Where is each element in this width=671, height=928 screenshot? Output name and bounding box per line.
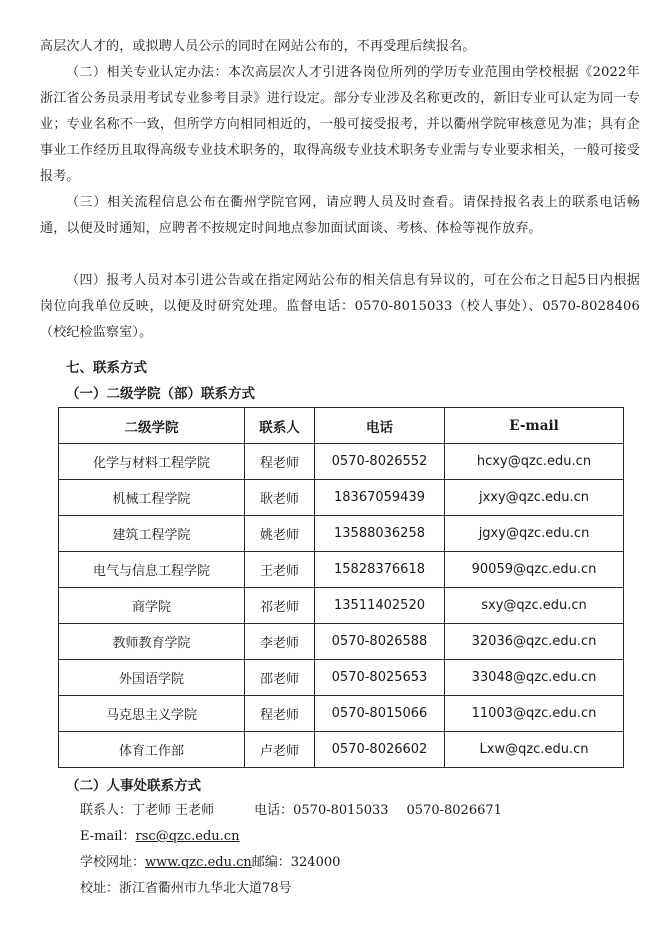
- email-address: Lxw@qzc.edu.cn: [445, 732, 624, 768]
- column-header-contact: 联系人: [245, 408, 315, 444]
- paragraph-registration-note: 高层次人才的，或拟聘人员公示的同时在网站公布的，不再受理后续报名。: [40, 39, 476, 54]
- column-header-phone: 电话: [315, 408, 445, 444]
- table-row: [59, 444, 624, 480]
- college-contact-table: [58, 407, 624, 768]
- paragraph-objection: （四）报考人员对本引进公告或在指定网站公布的相关信息有异议的，可在公布之日起5日内根据岗位向我单位反映，以便及时研究处理。监督电话：0570-8015033（校人事处）、0570-8028406（校纪检监察室）。: [40, 273, 640, 340]
- postcode-label: 邮编：: [251, 855, 291, 870]
- contact-person: 卢老师: [245, 732, 315, 768]
- hr-email-label: E-mail：: [80, 829, 136, 844]
- phone-number: 0570-8015066: [315, 696, 445, 732]
- college-name: 教师教育学院: [59, 624, 245, 660]
- contact-person: 程老师: [245, 444, 315, 480]
- college-name: 马克思主义学院: [59, 696, 245, 732]
- hr-email-link[interactable]: rsc@qzc.edu.cn: [135, 829, 240, 844]
- table-row: [59, 552, 624, 588]
- table-row: [59, 660, 624, 696]
- college-name: 化学与材料工程学院: [59, 444, 245, 480]
- phone-number: 13511402520: [315, 588, 445, 624]
- section-contact-title: 七、联系方式: [66, 360, 147, 376]
- contact-person: 姚老师: [245, 516, 315, 552]
- email-address: jgxy@qzc.edu.cn: [445, 516, 624, 552]
- email-address: 90059@qzc.edu.cn: [445, 552, 624, 588]
- college-name: 商学院: [59, 588, 245, 624]
- hr-phone-2: 0570-8026671: [406, 803, 502, 818]
- table-row: [59, 696, 624, 732]
- hr-contact-line: [80, 799, 502, 823]
- table-row: [59, 732, 624, 768]
- college-name: 机械工程学院: [59, 480, 245, 516]
- table-row: [59, 588, 624, 624]
- contact-person: 王老师: [245, 552, 315, 588]
- hr-phone-1: 0570-8015033: [293, 803, 389, 818]
- website-link[interactable]: www.qzc.edu.cn: [145, 855, 252, 870]
- website-label: 学校网址：: [80, 855, 146, 870]
- table-row: [59, 516, 624, 552]
- email-address: hcxy@qzc.edu.cn: [445, 444, 624, 480]
- contact-person: 祁老师: [245, 588, 315, 624]
- postcode-value: 324000: [290, 855, 341, 870]
- subsection-college-contacts: （一）二级学院（部）联系方式: [66, 386, 255, 402]
- table-row: [59, 624, 624, 660]
- contact-person: 耿老师: [245, 480, 315, 516]
- table-header-row: [59, 408, 624, 444]
- email-address: sxy@qzc.edu.cn: [445, 588, 624, 624]
- column-header-email: E-mail: [445, 408, 624, 444]
- phone-number: 0570-8025653: [315, 660, 445, 696]
- address-line: [80, 877, 292, 901]
- subsection-hr-contacts: （二）人事处联系方式: [66, 778, 201, 794]
- table-row: [59, 480, 624, 516]
- college-name: 建筑工程学院: [59, 516, 245, 552]
- column-header-college: 二级学院: [59, 408, 245, 444]
- hr-email-line: [80, 825, 239, 849]
- phone-number: 0570-8026588: [315, 624, 445, 660]
- contact-person: 李老师: [245, 624, 315, 660]
- paragraph-process-info: （三）相关流程信息公布在衢州学院官网，请应聘人员及时查看。请保持报名表上的联系电话畅通，以便及时通知，应聘者不按规定时间地点参加面试面谈、考核、体检等视作放弃。: [40, 195, 640, 236]
- email-address: 33048@qzc.edu.cn: [445, 660, 624, 696]
- email-address: 11003@qzc.edu.cn: [445, 696, 624, 732]
- college-name: 体育工作部: [59, 732, 245, 768]
- contact-person: 程老师: [245, 696, 315, 732]
- address-value: 浙江省衢州市九华北大道78号: [119, 881, 292, 896]
- phone-number: 15828376618: [315, 552, 445, 588]
- college-name: 外国语学院: [59, 660, 245, 696]
- address-label: 校址：: [80, 881, 120, 896]
- phone-number: 0570-8026552: [315, 444, 445, 480]
- phone-number: 0570-8026602: [315, 732, 445, 768]
- email-address: 32036@qzc.edu.cn: [445, 624, 624, 660]
- hr-phone-label: 电话：: [254, 803, 294, 818]
- hr-contact-persons: 联系人：丁老师 王老师: [80, 803, 215, 818]
- website-line: [80, 851, 340, 875]
- college-name: 电气与信息工程学院: [59, 552, 245, 588]
- phone-number: 13588036258: [315, 516, 445, 552]
- email-address: jxxy@qzc.edu.cn: [445, 480, 624, 516]
- contact-person: 邵老师: [245, 660, 315, 696]
- phone-number: 18367059439: [315, 480, 445, 516]
- paragraph-major-recognition: （二）相关专业认定办法：本次高层次人才引进各岗位所列的学历专业范围由学校根据《2022年浙江省公务员录用考试专业参考目录》进行设定。部分专业涉及名称更改的，新旧专业可认定为同一专业；专业名称不一致，但所学方向相同相近的，一般可接受报考，并以衢州学院审核意见为准；具有企事业工作经历且取得高级专业技术职务的，取得高级专业技术职务专业需与专业要求相关，一般可接受报考。: [40, 65, 640, 184]
